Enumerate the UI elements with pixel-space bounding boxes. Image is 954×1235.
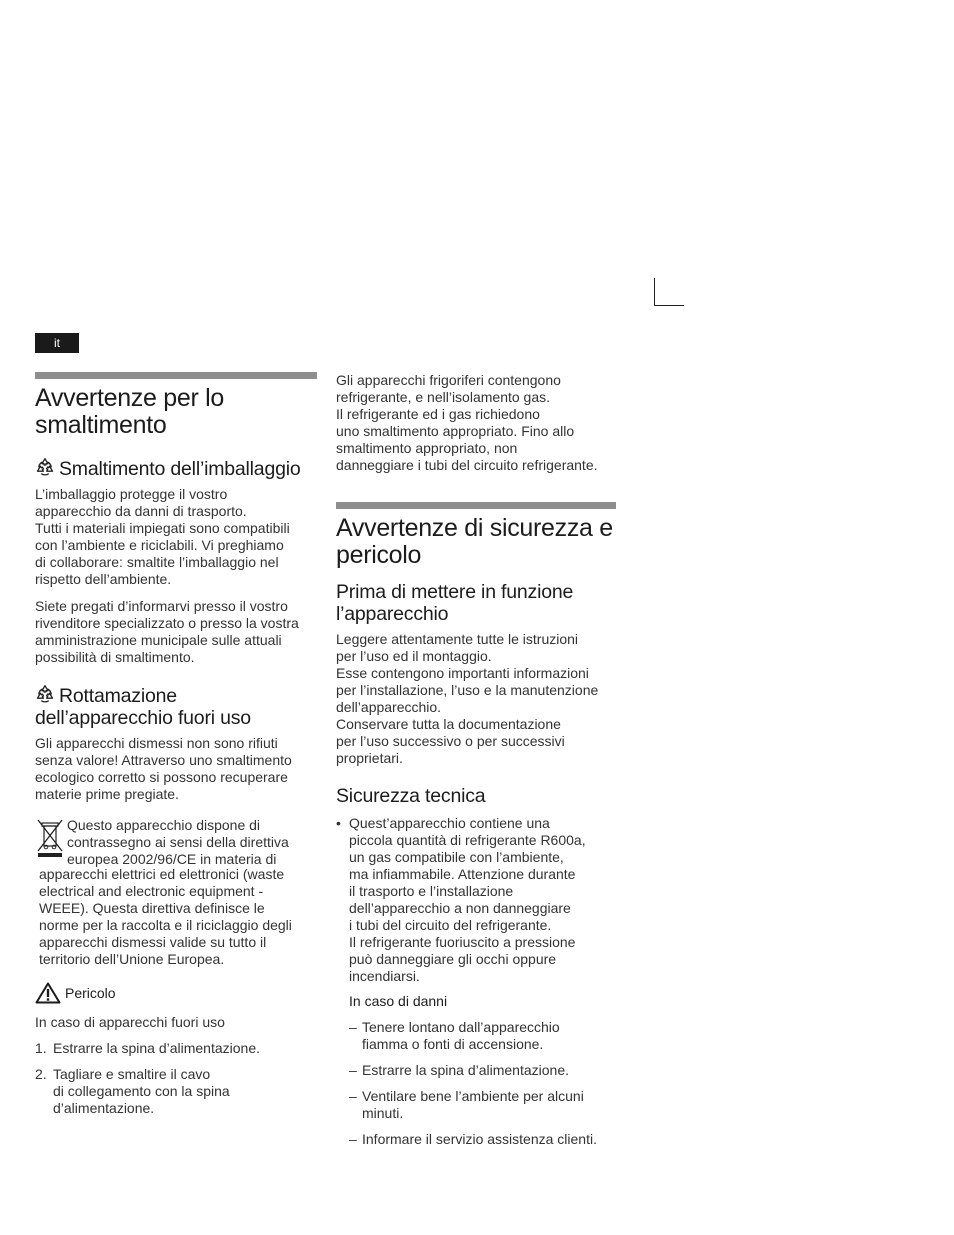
safety-title: Avvertenze di sicurezza e pericolo (336, 514, 613, 569)
list-item: • Quest’apparecchio contiene una piccola quantità di refrigerante R600a, un gas compatibile con l’ambiente, ma infiammabile. Attenzione durante il trasporto e l’installazione dell’apparecchio a non danneggiare i tubi del circuito del refrigerante. Il refrigerante fuoriuscito a pressione può danneggiare gli occhi oppure incendiarsi. (336, 815, 626, 985)
refrigerant-intro: Gli apparecchi frigoriferi contengono refrigerante, e nell’isolamento gas. Il refrigerante ed i gas richiedono uno smaltimento appropriato. Fino allo smaltimento appropriato, non danneggiare i tubi del circuito refrigerante. (336, 372, 598, 473)
disposal-title: Avvertenze per lo smaltimento (35, 384, 224, 439)
packaging-heading-text: Smaltimento dell’imballaggio (59, 458, 301, 480)
section-divider-bar (35, 372, 317, 379)
technical-safety-heading: Sicurezza tecnica (336, 785, 486, 807)
scrapping-paragraph: Gli apparecchi dismessi non sono rifiuti senza valore! Attraverso uno smaltimento ecologico corretto si possono recuperare materie prime pregiate. (35, 735, 292, 802)
recycle-icon (35, 684, 55, 704)
language-tab: it (35, 333, 79, 353)
scrapping-heading-text: Rottamazione dell’apparecchio fuori uso (35, 685, 251, 729)
recycle-icon (35, 457, 55, 477)
before-use-heading: Prima di mettere in funzione l’apparecchio (336, 581, 574, 625)
list-item: 1. Estrarre la spina d’alimentazione. (35, 1040, 260, 1056)
packaging-heading (35, 457, 317, 480)
weee-text-top: Questo apparecchio dispone di contrassegno ai sensi della direttiva europea 2002/96/CE in materia di (67, 817, 289, 867)
list-item: – Estrarre la spina d’alimentazione. (349, 1062, 626, 1079)
packaging-paragraph-2: Siete pregati d’informarvi presso il vostro rivenditore specializzato o presso la vostra amministrazione municipale sulle attuali possibilità di smaltimento. (35, 598, 299, 665)
crop-corner-mark (654, 278, 684, 306)
list-item: 2. Tagliare e smaltire il cavo di collegamento con la spina d’alimentazione. (35, 1066, 230, 1116)
list-item: – Informare il servizio assistenza clienti. (349, 1131, 626, 1148)
list-item: – Ventilare bene l’ambiente per alcuni minuti. (349, 1088, 626, 1122)
weee-text-bottom: apparecchi elettrici ed elettronici (waste electrical and electronic equipment - WEEE). Questa direttiva definisce le norme per la raccolta e il riciclaggio degli apparecchi dismessi valide su tutto il territorio dell’Unione Europea. (39, 866, 292, 967)
damage-list (349, 1019, 626, 1148)
danger-warning (35, 982, 317, 1004)
before-use-text: Leggere attentamente tutte le istruzioni per l’uso ed il montaggio. Esse contengono importanti informazioni per l’installazione, l’uso e la manutenzione dell’apparecchio. Conservare tutta la documentazione per l’uso successivo o per successivi proprietari. (336, 631, 599, 766)
danger-label: Pericolo (65, 985, 116, 1001)
list-item: – Tenere lontano dall’apparecchio fiamma o fonti di accensione. (349, 1019, 626, 1053)
damage-heading: In caso di danni (349, 993, 448, 1009)
weee-notice (35, 817, 317, 868)
technical-safety-list (336, 815, 626, 985)
left-column (35, 372, 317, 1126)
danger-steps (35, 1040, 317, 1117)
danger-intro: In caso di apparecchi fuori uso (35, 1014, 225, 1030)
packaging-paragraph-1: L’imballaggio protegge il vostro apparecchio da danni di trasporto. Tutti i materiali impiegati sono compatibili con l’ambiente e riciclabili. Vi preghiamo di collaborare: smaltite l’imballaggio nel rispetto dell’ambiente. (35, 486, 290, 587)
section-divider-bar (336, 502, 616, 509)
right-column (336, 372, 626, 1157)
crossed-bin-icon (35, 817, 65, 857)
warning-triangle-icon (35, 982, 61, 1004)
scrapping-heading (35, 684, 317, 729)
